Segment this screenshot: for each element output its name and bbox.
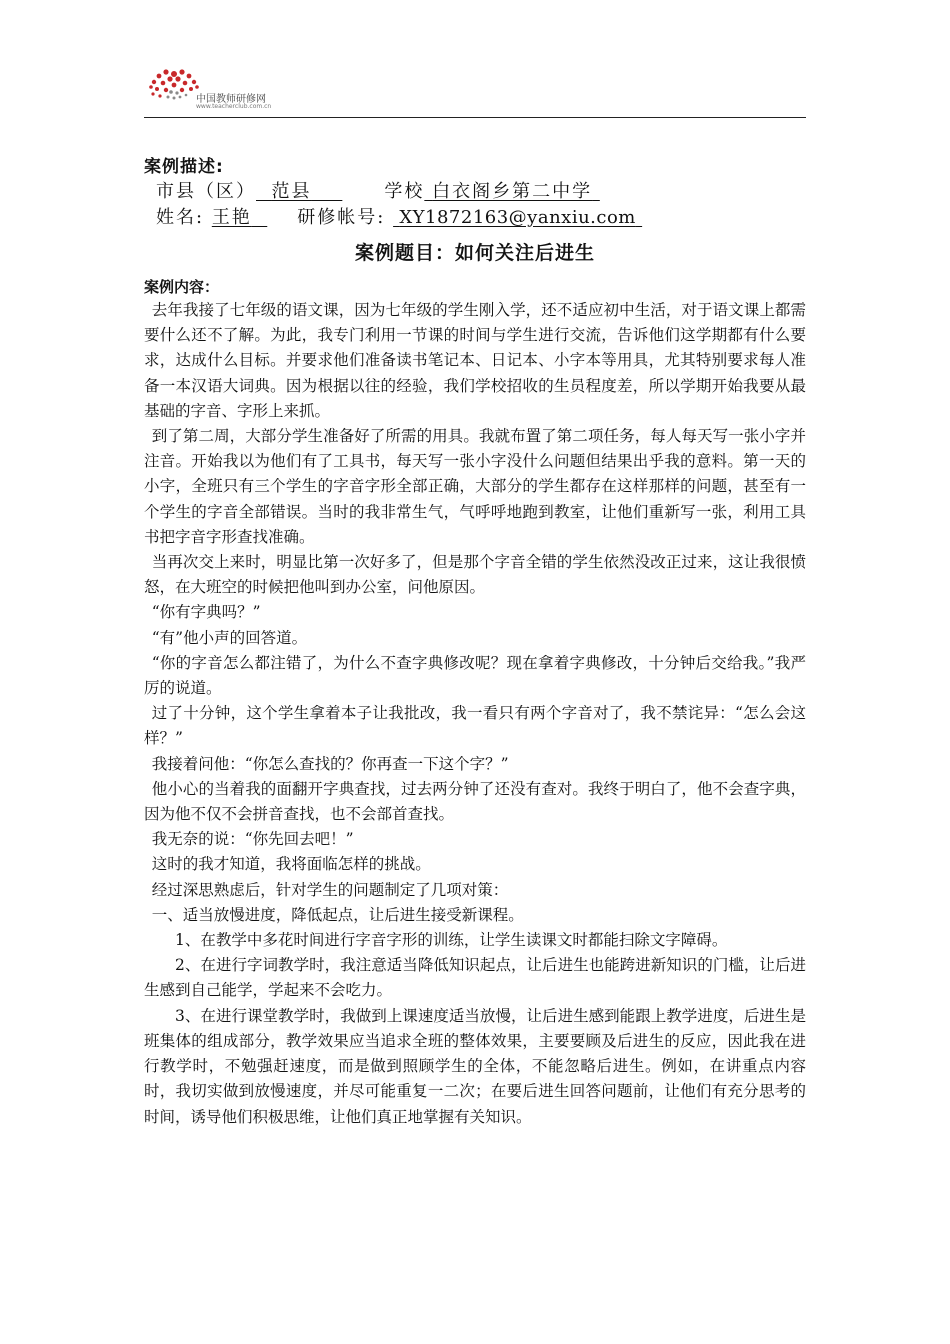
paragraph: 当再次交上来时，明显比第一次好多了，但是那个字音全错的学生依然没改正过来，这让我很愤怒，在大班空的时候把他叫到办公室，问他原因。 <box>144 553 806 597</box>
page-header <box>144 66 806 118</box>
paragraph: 他小心的当着我的面翻开字典查找，过去两分钟了还没有查对。我终于明白了，他不会查字典，因为他不仅不会拼音查找，也不会部首查找。 <box>144 779 806 824</box>
paragraph: 1、在教学中多花时间进行字音字形的训练，让学生读课文时都能扫除文字障碍。 <box>175 931 728 950</box>
school-value: 白衣阁乡第二中学 <box>432 181 593 202</box>
teacherclub-logo-icon <box>144 66 204 110</box>
county-label: 市县（区） <box>156 181 256 202</box>
county-value: 范县 <box>271 181 312 202</box>
info-row-person <box>156 203 642 229</box>
case-title: 案例题目：如何关注后进生 <box>354 242 595 264</box>
paragraph: 这时的我才知道，我将面临怎样的挑战。 <box>151 855 431 874</box>
paragraph: 2、在进行字词教学时，我注意适当降低知识起点，让后进生也能跨进新知识的门槛，让后进生感到自己能学，学起来不会吃力。 <box>144 956 806 1000</box>
paragraph: 过了十分钟，这个学生拿着本子让我批改，我一看只有两个字音对了，我不禁诧异：“怎么会这样？” <box>144 704 806 748</box>
paragraph: 到了第二周，大部分学生准备好了所需的用具。我就布置了第二项任务，每人每天写一张小字并注音。开始我以为他们有了工具书，每天写一张小字没什么问题但结果出乎我的意料。第一天的小字，全班只有三个学生的字音字形全部正确，大部分的学生都存在这样那样的问题，甚至有一个学生的字音全部错误。当时的我非常生气，气呼呼地跑到教室，让他们重新写一张，利用工具书把字音字形查找准确。 <box>144 427 806 546</box>
section-title: 案例描述: <box>144 157 224 177</box>
name-label: 姓名: <box>156 207 205 228</box>
school-label: 学校 <box>384 181 425 202</box>
paragraph: 我接着问他：“你怎么查找的？你再查一下这个字？” <box>151 754 509 773</box>
paragraph: 3、在进行课堂教学时，我做到上课速度适当放慢，让后进生感到能跟上教学进度，后进生是班集体的组成部分，教学效果应当追求全班的整体效果，主要要顾及后进生的反应，因此我在进行教学时，不勉强赶速度，而是做到照顾学生的全体，不能忽略后进生。例如，在讲重点内容时，我切实做到放慢速度，并尽可能重复一二次；在要后进生回答问题前，让他们有充分思考的时间，诱导他们积极思维，让他们真正地掌握有关知识。 <box>144 1006 806 1126</box>
account-label: 研修帐号: <box>297 207 386 228</box>
paragraph: 去年我接了七年级的语文课，因为七年级的学生刚入学，还不适应初中生活，对于语文课上都需要什么还不了解。为此，我专门利用一节课的时间与学生进行交流，告诉他们这学期都有什么要求，达成什么目标。并要求他们准备读书笔记本、日记本、小字本等用具，尤其特别要求每人准备一本汉语大词典。因为根据以往的经验，我们学校招收的生员程度差，所以学期开始我要从最基础的字音、字形上来抓。 <box>144 301 806 420</box>
content-label: 案例内容： <box>144 278 220 296</box>
paragraph: “你的字音怎么都注错了，为什么不查字典修改呢？现在拿着字典修改，十分钟后交给我。”我严厉的说道。 <box>144 653 806 698</box>
case-body <box>144 298 806 1130</box>
paragraph: “你有字典吗？” <box>151 603 261 622</box>
paragraph: 一、适当放慢进度，降低起点，让后进生接受新课程。 <box>151 905 524 924</box>
logo-name: 中国教师研修网 <box>196 94 266 105</box>
paragraph: 经过深思熟虑后，针对学生的问题制定了几项对策： <box>151 880 509 899</box>
paragraph: 我无奈的说：“你先回去吧！” <box>151 830 354 849</box>
header-divider <box>144 117 806 118</box>
info-row-location <box>156 177 600 203</box>
paragraph: “有”他小声的回答道。 <box>151 628 308 647</box>
name-value: 王艳 <box>211 207 252 228</box>
account-value: XY1872163@yanxiu.com <box>399 207 636 228</box>
logo-url: www.teacherclub.com.cn <box>196 103 272 110</box>
